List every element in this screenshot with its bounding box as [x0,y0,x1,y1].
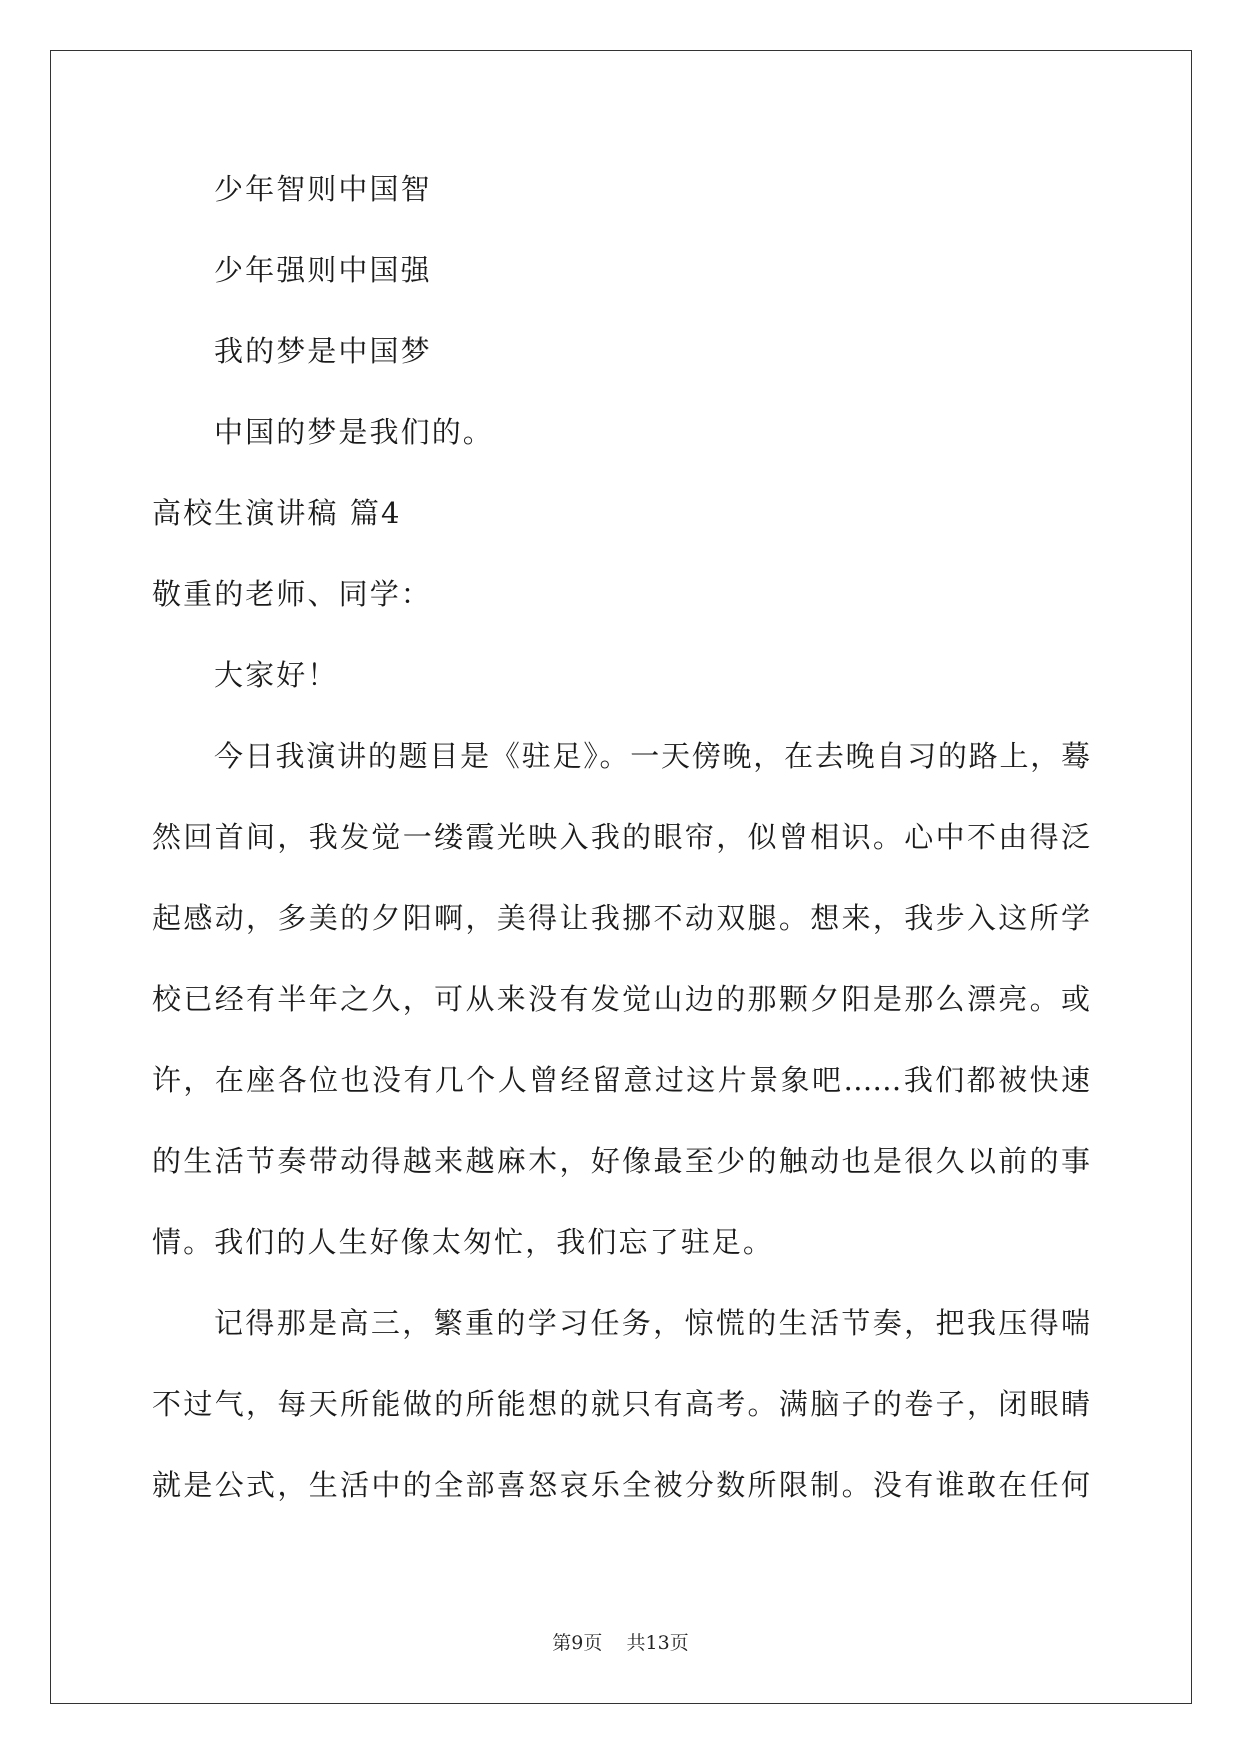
paragraph-line: 起感动，多美的夕阳啊，美得让我挪不动双腿。想来，我步入这所学 [152,901,1090,935]
paragraph-line: 情。我们的人生好像太匆忙，我们忘了驻足。 [152,1225,775,1259]
poem-line: 少年强则中国强 [214,253,432,287]
paragraph-line: 今日我演讲的题目是《驻足》。一天傍晚，在去晚自习的路上，蓦 [214,739,1090,773]
poem-line: 少年智则中国智 [214,172,432,206]
paragraph-line: 校已经有半年之久，可从来没有发觉山边的那颗夕阳是那么漂亮。或 [152,982,1090,1016]
paragraph-line: 的生活节奏带动得越来越麻木，好像最至少的触动也是很久以前的事 [152,1144,1090,1178]
poem-line: 中国的梦是我们的。 [214,415,494,449]
paragraph-line: 就是公式，生活中的全部喜怒哀乐全被分数所限制。没有谁敢在任何 [152,1468,1090,1502]
document-body [152,160,1090,1537]
paragraph-line: 然回首间，我发觉一缕霞光映入我的眼帘，似曾相识。心中不由得泛 [152,820,1090,854]
section-heading: 高校生演讲稿 篇4 [152,496,402,530]
paragraph-line: 不过气，每天所能做的所能想的就只有高考。满脑子的卷子，闭眼睛 [152,1387,1090,1421]
page-footer [0,1628,1241,1655]
page-total: 共13页 [626,1632,689,1654]
page-number: 第9页 [552,1632,603,1654]
greeting: 大家好！ [214,658,339,692]
paragraph-line: 许，在座各位也没有几个人曾经留意过这片景象吧……我们都被快速 [152,1063,1090,1097]
salutation: 敬重的老师、同学： [152,577,432,611]
paragraph-line: 记得那是高三，繁重的学习任务，惊慌的生活节奏，把我压得喘 [214,1306,1090,1340]
poem-line: 我的梦是中国梦 [214,334,432,368]
